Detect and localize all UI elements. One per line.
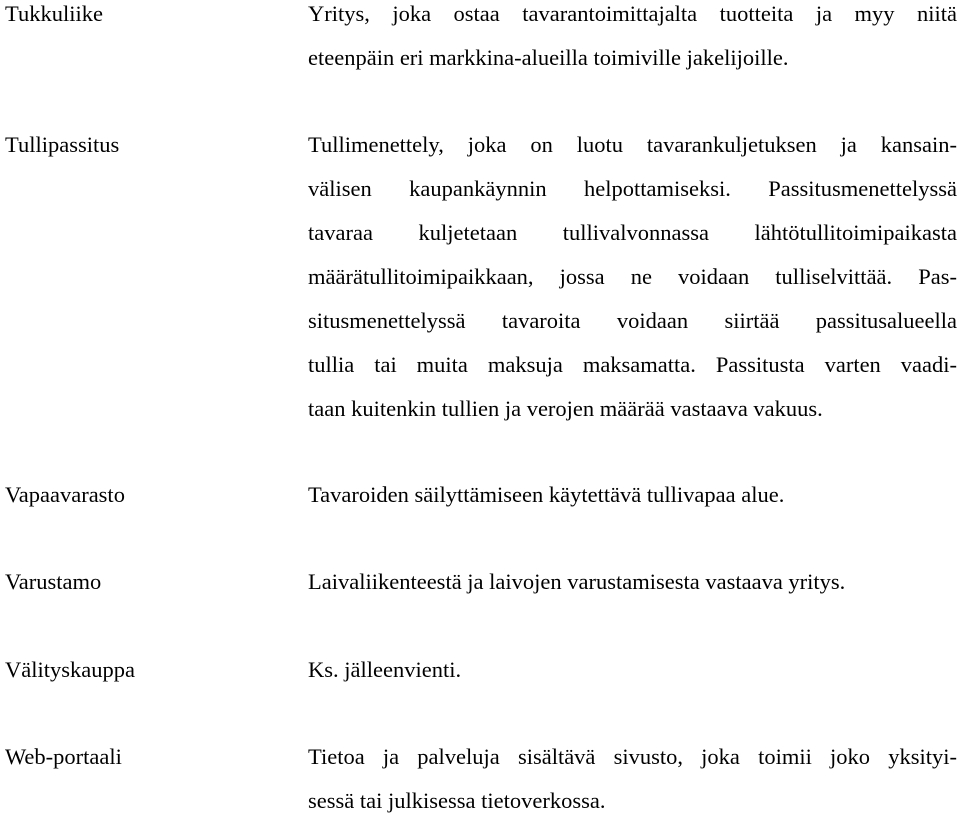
glossary-entry-web-portaali [5, 735, 957, 823]
glossary-definition [308, 560, 957, 604]
definition-line: Tullimenettely, joka on luotu tavarankuljetuksen ja kansain- [308, 132, 957, 157]
glossary-definition [308, 648, 957, 692]
glossary-entry-valityskauppa [5, 648, 957, 692]
definition-line: taan kuitenkin tullien ja verojen määrää vastaava vakuus. [308, 396, 823, 421]
definition-line: Yritys, joka ostaa tavarantoimittajalta tuotteita ja myy niitä [308, 1, 957, 26]
definition-line: tullia tai muita maksuja maksamatta. Passitusta varten vaadi- [308, 352, 957, 377]
definition-line: Tietoa ja palveluja sisältävä sivusto, joka toimii joko yksityi- [308, 744, 957, 769]
glossary-entry-tullipassitus [5, 123, 957, 431]
definition-line: Ks. jälleenvienti. [308, 657, 462, 682]
glossary-entry-tukkuliike [5, 0, 957, 80]
definition-line: Laivaliikenteestä ja laivojen varustamisesta vastaava yritys. [308, 569, 846, 594]
glossary-definition [308, 123, 957, 431]
glossary [5, 0, 957, 823]
glossary-definition [308, 0, 957, 80]
definition-line: määrätullitoimipaikkaan, jossa ne voidaan tulliselvittää. Pas- [308, 264, 957, 289]
definition-line: sessä tai julkisessa tietoverkossa. [308, 788, 606, 813]
definition-line: välisen kaupankäynnin helpottamiseksi. Passitusmenettelyssä [308, 176, 957, 201]
definition-line: Tavaroiden säilyttämiseen käytettävä tullivapaa alue. [308, 482, 785, 507]
glossary-entry-varustamo [5, 560, 957, 604]
glossary-entry-vapaavarasto [5, 473, 957, 517]
definition-line: eteenpäin eri markkina-alueilla toimiville jakelijoille. [308, 45, 789, 70]
glossary-term: Varustamo [5, 569, 102, 594]
definition-line: situsmenettelyssä tavaroita voidaan siirtää passitusalueella [308, 308, 957, 333]
glossary-term: Tullipassitus [5, 132, 120, 157]
glossary-term: Web-portaali [5, 744, 122, 769]
glossary-term: Tukkuliike [5, 1, 103, 26]
glossary-definition [308, 473, 957, 517]
definition-line: tavaraa kuljetetaan tullivalvonnassa lähtötullitoimipaikasta [308, 220, 957, 245]
glossary-term: Välityskauppa [5, 657, 135, 682]
glossary-term: Vapaavarasto [5, 482, 125, 507]
glossary-definition [308, 735, 957, 823]
